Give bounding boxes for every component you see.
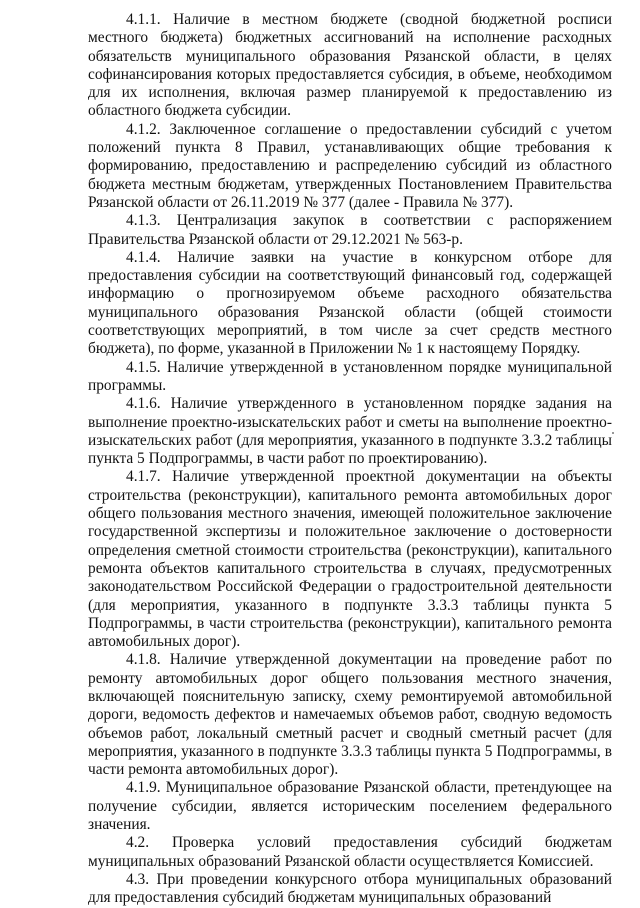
- document-body: [88, 11, 612, 908]
- paragraph-4-1-7: 4.1.7. Наличие утвержденной проектной документации на объекты строительства (реконструкции), капитального ремонта автомобильных дорог общего пользования местного значения, имеющей положительное заключение государственной экспертизы и положительное заключение о достоверности определения сметной стоимости строительства (реконструкции), капитального ремонта объектов капитального строительства в случаях, предусмотренных законодательством Российской Федерации о градостроительной деятельности (для мероприятия, указанного в подпункте 3.3.3 таблицы пункта 5 Подпрограммы, в части строительства (реконструкции), капитального ремонта автомобильных дорог).: [88, 468, 612, 651]
- paragraph-4-1-2: 4.1.2. Заключенное соглашение о предоставлении субсидий с учетом положений пункта 8 Правил, устанавливающих общие требования к формированию, предоставлению и распределению субсидий из областного бюджета местным бюджетам, утвержденных Постановлением Правительства Рязанской области от 26.11.2019 № 377 (далее - Правила № 377).: [88, 120, 612, 211]
- paragraph-4-2: 4.2. Проверка условий предоставления субсидий бюджетам муниципальных образований Рязанской области осуществляется Комиссией.: [88, 834, 612, 870]
- paragraph-4-1-4: 4.1.4. Наличие заявки на участие в конкурсном отборе для предоставления субсидии на соответствующий финансовый год, содержащей информацию о прогнозируемом объеме расходного обязательства муниципального образования Рязанской области (общей стоимости соответствующих мероприятий, в том числе за счет средств местного бюджета), по форме, указанной в Приложении № 1 к настоящему Порядку.: [88, 248, 612, 358]
- paragraph-4-1-9: 4.1.9. Муниципальное образование Рязанской области, претендующее на получение субсидии, является историческим поселением федерального значения.: [88, 779, 612, 834]
- scan-speck: [612, 432, 614, 434]
- paragraph-4-3: 4.3. При проведении конкурсного отбора муниципальных образований для предоставления субсидий бюджетам муниципальных образований: [88, 870, 612, 907]
- paragraph-4-1-6: 4.1.6. Наличие утвержденного в установленном порядке задания на выполнение проектно-изыскательских работ и сметы на выполнение проектно-изыскательских работ (для мероприятия, указанного в подпункте 3.3.2 таблицы пункта 5 Подпрограммы, в части работ по проектированию).: [88, 395, 612, 468]
- paragraph-4-1-8: 4.1.8. Наличие утвержденной документации на проведение работ по ремонту автомобильных дорог общего пользования местного значения, включающей пояснительную записку, схему ремонтируемой автомобильной дороги, ведомость дефектов и намечаемых объемов работ, сводную ведомость объемов работ, локальный сметный расчет и сводный сметный расчет (для мероприятия, указанного в подпункте 3.3.3 таблицы пункта 5 Подпрограммы, в части ремонта автомобильных дорог).: [88, 651, 612, 779]
- paragraph-4-1-1: 4.1.1. Наличие в местном бюджете (сводной бюджетной росписи местного бюджета) бюджетных ассигнований на исполнение расходных обязательств муниципального образования Рязанской области, в целях софинансирования которых предоставляется субсидия, в объеме, необходимом для их исполнения, включая размер планируемой к предоставлению из областного бюджета субсидии.: [88, 11, 612, 120]
- paragraph-4-1-3: 4.1.3. Централизация закупок в соответствии с распоряжением Правительства Рязанской области от 29.12.2021 № 563-р.: [88, 212, 612, 248]
- paragraph-4-1-5: 4.1.5. Наличие утвержденной в установленном порядке муниципальной программы.: [88, 358, 612, 394]
